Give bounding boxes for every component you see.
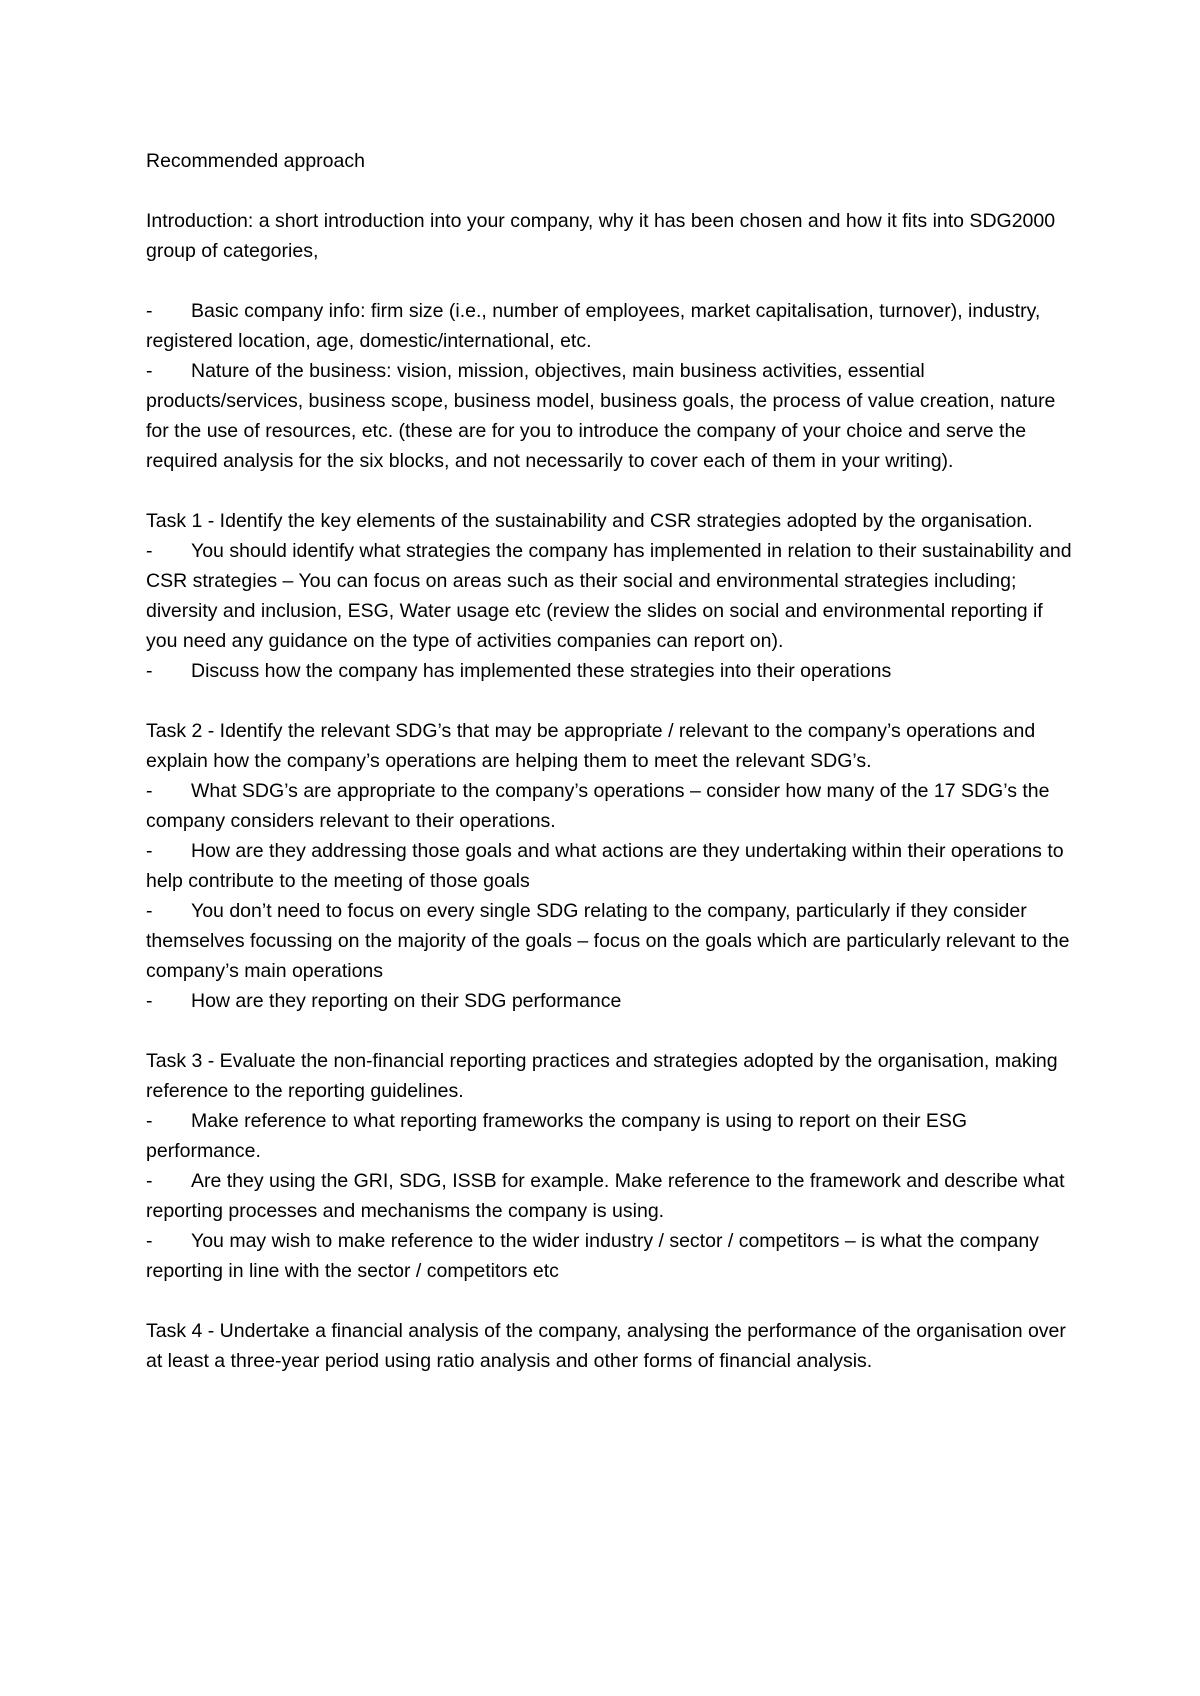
bullet-marker: - (146, 1170, 153, 1192)
list-item-text: Make reference to what reporting frameworks the company is using to report on their ESG performance. (146, 1110, 968, 1162)
bullet-marker: - (146, 1110, 153, 1132)
task-4-section (146, 1316, 1076, 1376)
list-item (146, 836, 1076, 896)
list-item (146, 986, 1076, 1016)
task-1-heading: Task 1 - Identify the key elements of the sustainability and CSR strategies adopted by the organisation. (146, 510, 1033, 532)
document-title: Recommended approach (146, 150, 365, 172)
list-item-text: Discuss how the company has implemented these strategies into their operations (191, 660, 892, 682)
list-item-text: You may wish to make reference to the wider industry / sector / competitors – is what the company reporting in line with the sector / competitors etc (146, 1230, 1039, 1282)
bullet-marker: - (146, 1230, 153, 1252)
list-item (146, 896, 1076, 986)
task-1-section (146, 506, 1076, 686)
list-item (146, 1166, 1076, 1226)
bullet-marker: - (146, 840, 153, 862)
list-item (146, 536, 1076, 656)
list-item (146, 656, 1076, 686)
bullet-marker: - (146, 360, 153, 382)
bullet-marker: - (146, 780, 153, 802)
intro-section (146, 206, 1076, 476)
list-item-text: You should identify what strategies the company has implemented in relation to their sustainability and CSR strategies – You can focus on areas such as their social and environmental strategies including; diversity and inclusion, ESG, Water usage etc (review the slides on social and environmental reporting if you need any guidance on the type of activities companies can report on). (146, 540, 1072, 652)
list-item-text: You don’t need to focus on every single SDG relating to the company, particularly if they consider themselves focussing on the majority of the goals – focus on the goals which are particularly relevant to the company’s main operations (146, 900, 1070, 982)
task-3-heading: Task 3 - Evaluate the non-financial reporting practices and strategies adopted by the organisation, making reference to the reporting guidelines. (146, 1050, 1058, 1102)
bullet-marker: - (146, 540, 153, 562)
list-item-text: Basic company info: firm size (i.e., number of employees, market capitalisation, turnover), industry, registered location, age, domestic/international, etc. (146, 300, 1041, 352)
list-item (146, 1226, 1076, 1286)
task-2-section (146, 716, 1076, 1016)
list-item-text: Are they using the GRI, SDG, ISSB for example. Make reference to the framework and describe what reporting processes and mechanisms the company is using. (146, 1170, 1065, 1222)
bullet-marker: - (146, 300, 153, 322)
bullet-marker: - (146, 990, 153, 1012)
list-item (146, 356, 1076, 476)
list-item-text: How are they reporting on their SDG performance (191, 990, 622, 1012)
spacer (146, 266, 1076, 296)
bullet-marker: - (146, 900, 153, 922)
bullet-marker: - (146, 660, 153, 682)
list-item (146, 296, 1076, 356)
intro-heading: Introduction: a short introduction into your company, why it has been chosen and how it fits into SDG2000 group of categories, (146, 210, 1056, 262)
list-item-text: Nature of the business: vision, mission, objectives, main business activities, essential products/services, business scope, business model, business goals, the process of value creation, nature for the use of resources, etc. (these are for you to introduce the company of your choice and serve the required analysis for the six blocks, and not necessarily to cover each of them in your writing). (146, 360, 1056, 472)
task-2-heading: Task 2 - Identify the relevant SDG’s that may be appropriate / relevant to the company’s operations and explain how the company’s operations are helping them to meet the relevant SDG’s. (146, 720, 1036, 772)
list-item (146, 1106, 1076, 1166)
list-item-text: What SDG’s are appropriate to the company’s operations – consider how many of the 17 SDG’s the company considers relevant to their operations. (146, 780, 1050, 832)
list-item (146, 776, 1076, 836)
document-body (146, 146, 1076, 1406)
task-3-section (146, 1046, 1076, 1286)
list-item-text: How are they addressing those goals and what actions are they undertaking within their operations to help contribute to the meeting of those goals (146, 840, 1064, 892)
task-4-heading: Task 4 - Undertake a financial analysis of the company, analysing the performance of the organisation over at least a three-year period using ratio analysis and other forms of financial analysis. (146, 1320, 1066, 1372)
